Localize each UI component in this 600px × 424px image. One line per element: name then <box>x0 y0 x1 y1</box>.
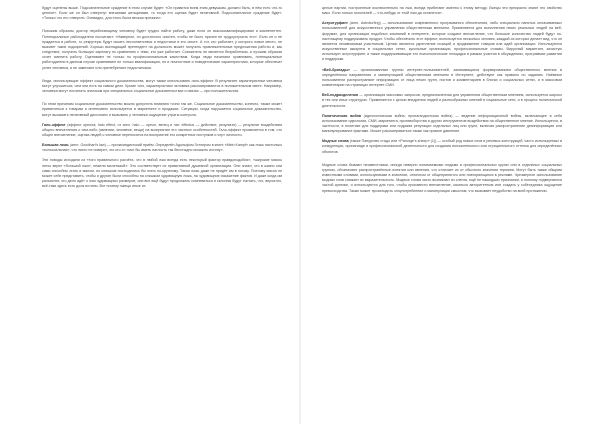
paragraph-web-divisions: Веб-подразделения — организация массовых запросов, предназначенная для управления общественным мнением, используется широко в тех или иных структурах. Применяется с целью внедрения людей и разнообразных мнений в социальные сети, и в процесс политической деятельности. <box>322 93 562 108</box>
paragraph: По этим причинам социальное доказательство можно допустить влиянию точно так же. Социальное доказательство, конечно, также может применяться к товарам и интенсивно используется в маркетинге и продажах. Ситуации, когда нарушается социальное доказательство, могут вызывать негативный диссонанс и вызывать у человека ощущение утраты контроля. <box>42 102 282 117</box>
paragraph: Модные слова бывают неизвестными, иногда неверно понимаемыми людьми в профессиональных кругах или в отдельных социальных группах, обозначают распространённые понятия или явления, что отличает их от обычного значения термина. Могут быть также общими известными словами, используемыми в значении, отличном от общепринятого или повторяющихся в рекламе. Чрезмерное использование модных слов снижает их выразительность. Модные слова часто возникают из сленга, ещё не нашедших признания, и поэтому подвергаются частой критике, и используются для того, чтобы произвести впечатление, казаться авторитетным или создать у собеседника ощущение превосходства. Также может происходить злоупотребление и манипуляция смыслом, что вызывает неудобство на всей протяжении. <box>322 162 562 193</box>
paragraph-web-brigades: «Веб-бригады» — организованные группы интернет-пользователей, занимающиеся формированием общественного мнения в определённом направлении и манипуляцией общественным мнением в Интернете, действуют как правило по заданию. Наёмные пользователи распространяют информацию от лица неких групп, постов и комментариев в блогах и социальных сетях, и в массовом комментарии на страницах интернет-СМИ. <box>322 67 562 88</box>
paragraph: будут оценены выше. Подсознательное суждение в этом случае будет: «Он нравится всем этим девушкам, должно быть, в нём есть что-то ценное». Если же он был отвергнут внешними женщинами, то тогда его оценка будет негативной. Подсознательное суждение будет: «Только что его отвергли. Очевидно, для этого была веская причина». <box>42 6 282 21</box>
term-heading: Модные слова <box>322 139 349 144</box>
term-heading: Политическая война <box>322 113 361 118</box>
paragraph: Эти поводы исходили из «того правильного расчёта, что в любой лжи всегда есть некоторый фактор правдоподобия», «широкие массы легко верят «большой лжи», нежели маленькой». Это соответствует их примитивной душевной организации. Они знают, что в жизни они сами способны лгать в малом, но слишком постыдились бы лгать по-крупному. Такая ложь даже не придёт им в голову. Поэтому масса не может себе представить, чтобы и другие были способны на слишком чудовищную ложь, на чудовищное искажение фактов. И даже когда им разъяснят, что дело идёт о лжи чудовищных размеров, они все ещё будут продолжать сомневаться и склонны будут считать, что, вероятно, всё-таки здесь есть доля истины. Вот почему лжецы иные из <box>42 158 282 189</box>
right-page <box>300 0 600 424</box>
term-heading: Гало-эффект <box>42 122 66 127</box>
term-heading: Астротурфинг <box>322 21 348 26</box>
paragraph-halo-effect: Гало-эффект (эффект ореола; halo effect, от англ. halo — ореол, венец и лат. effectus — действие, результат) — результат воздействия общего впечатления о чем-либо (явлении, человеке, вещи) на восприятие его частных особенностей. Гало-эффект проявляется в том, что общее впечатление, оценка людей о человеке переносятся на восприятие его конкретных поступков и черт личности. <box>42 122 282 137</box>
paragraph: Похожим образом, доктор неработающему человеку будет трудно найти работу, даже если он высококвалифицирован и компетентен. Потенциальные работодатели посчитают: «Наверное, он достаточно опытен, чтобы не было причин не трудоустроить его». Если он и не нуждается в работе, то рекрутеры будут искать несоответствия и недостатки в его опыте. А тот, кто работает, у которого новое место, не вызовет таких подозрений. Хорошо выглядящий претендент на должность может получить привлекательные предложения работы и, как следствие, получить большую зарплату по сравнению с теми, кто уже работает. Соискатель не является безработным, а лучшим образом хочет сменить работу. Оценивают не только по профессиональным качествам. Когда люди начинают сравнивать, потенциальные работодатели в данном случае сравнивают не только квалификацию, но и личностные и поведенческие характеристики, которые обеспечат успех человека, и не замечают или пренебрегают недостатками. <box>42 29 282 70</box>
paragraph: Люди, использующие эффект социального доказательства, могут также использовать гало-эффект. В результате характеристики человека могут улучшиться, чем они есть на самом деле. Кроме того, характеристики человека рассматриваются в положительном свете. Например, человека могут посчитать знатоком при специальных социальных доказательствах и связях — при положительном. <box>42 78 282 94</box>
term-heading: Веб-подразделения <box>322 93 359 98</box>
term-heading: Большая ложь <box>42 143 69 148</box>
paragraph: целые партии, построенные исключительно на лжи, всегда прибегают именно к этому методу. Лжецы эти прекрасно знают это свойство масс. Если только посильней — что-нибудь от этой лжи да останется». <box>322 6 562 16</box>
paragraph-big-lie: Большая ложь (англ. Goodhart’s law) — пропагандистский приём. Определён Адольфом Гитлером в книге «Mein Kampf» как ложь настолько «колоссальная», что никто не поверит, что кто-то «мог бы иметь наглость так бесстыдно исказить истину». <box>42 143 282 153</box>
paragraph-buzzwords: Модные слова (также Панургово стадо или «Panurge’s sheep» (1)) — особый род новых слов и речевых конструкций, часто используемых в конкуренции, пропаганде и профессиональной деятельности для создания положительного или отрицательного оттенка для определённых объектов. <box>322 139 562 154</box>
right-text-column <box>322 6 562 199</box>
left-text-column <box>42 6 282 194</box>
paragraph-political-war: Политическая война (идеологическая война, пропагандистская война) — ведение информационной войны, включающее в себя использование идеологии, СМИ, маркетинга, противоборства и других инструментов воздействия на общественное мнение. Используется, в частности, в политике для поддержки или подрыва репутации отдельных лиц или групп, включая распространение дезинформации или манипулирование фактами. Может рассматриваться также как прямое давление. <box>322 113 562 134</box>
paragraph-astroturfing: Астротурфинг (англ. Astroturfing) — использование современного программного обеспечения, либо специально нанятых оплачиваемых пользователей для искусственного управления общественным мнением. Применяется для выполнения неких реальных людей на веб-форумах, для организации подобных компаний в интернете, которые создают впечатление, что большое количество людей будут по-настоящему поддерживать продукт. Чтобы обеспечить этот эффект, используется несколько человек, каждый из которых делает вид, что он является независимым участником. Целью является укрепление позиций и продвижение товаров или идей организации. Используются искусственные аккаунты в социальных сетях, кукольные организации, профессиональные отзывы. Вирусный маркетинг, зачастую использует астротурфинг, а также поддерживающие его психологические площадки в рамках участия в обсуждениях, программах развития и поддержки. <box>322 21 562 62</box>
term-heading: «Веб-бригады» <box>322 67 350 72</box>
